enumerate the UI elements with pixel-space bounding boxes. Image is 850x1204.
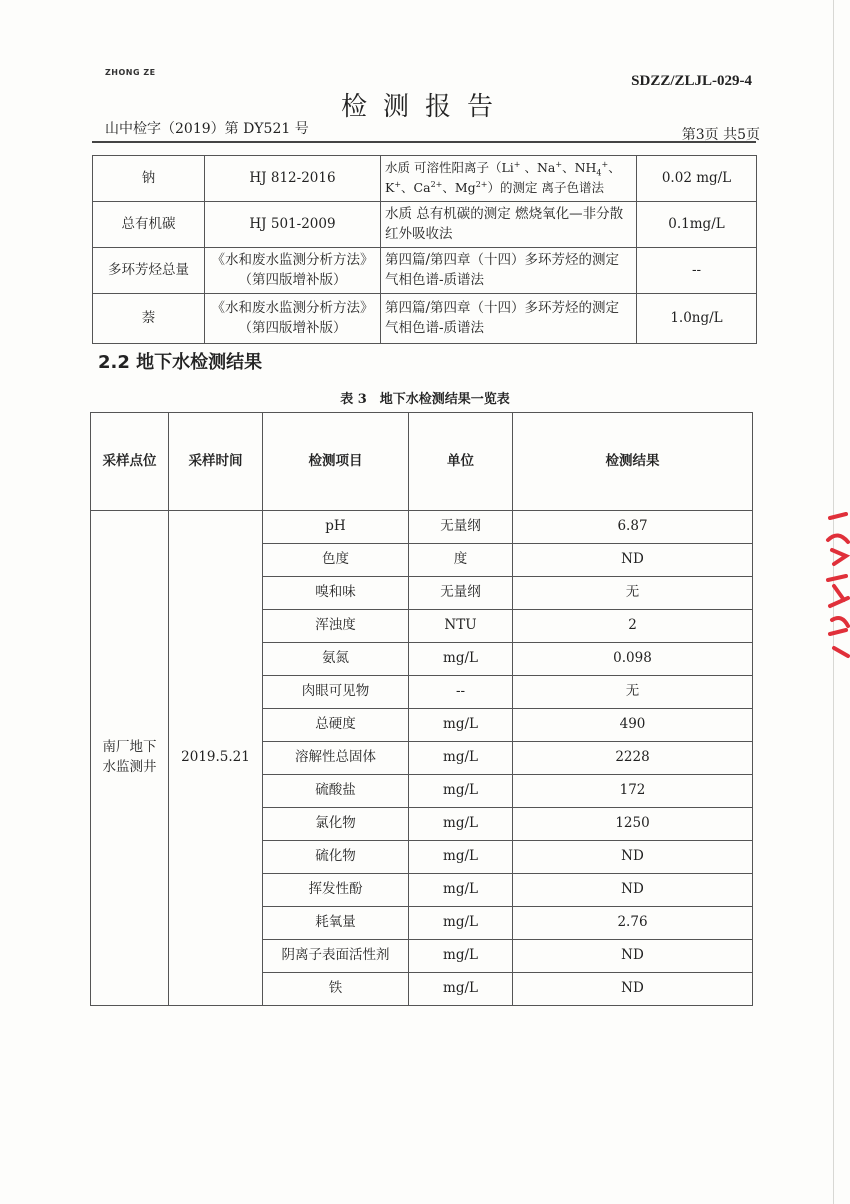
result-value: 1250 [513, 808, 753, 841]
method-item: 萘 [93, 294, 205, 344]
method-description: 水质 总有机碳的测定 燃烧氧化—非分散红外吸收法 [381, 202, 637, 248]
report-number: 山中检字（2019）第 DY521 号 [105, 121, 309, 137]
result-item: 氨氮 [263, 643, 409, 676]
result-value: 2228 [513, 742, 753, 775]
table-row [91, 511, 753, 544]
method-standard: HJ 501-2009 [205, 202, 381, 248]
table-header-row [91, 413, 753, 511]
table-row [93, 294, 757, 344]
result-value: ND [513, 874, 753, 907]
sampling-date: 2019.5.21 [169, 511, 263, 1006]
result-unit: -- [409, 676, 513, 709]
result-unit: 无量纲 [409, 577, 513, 610]
result-item: pH [263, 511, 409, 544]
result-unit: mg/L [409, 808, 513, 841]
results-table [90, 412, 753, 1006]
result-value: ND [513, 973, 753, 1006]
method-standard: HJ 812-2016 [205, 156, 381, 202]
result-value: 无 [513, 676, 753, 709]
result-item: 肉眼可见物 [263, 676, 409, 709]
result-unit: mg/L [409, 742, 513, 775]
seal-stamp [820, 510, 850, 660]
result-item: 阴离子表面活性剂 [263, 940, 409, 973]
header-item: 检测项目 [263, 413, 409, 511]
result-unit: mg/L [409, 643, 513, 676]
result-item: 挥发性酚 [263, 874, 409, 907]
seal-mark [830, 618, 848, 656]
result-value: 0.098 [513, 643, 753, 676]
result-value: 6.87 [513, 511, 753, 544]
result-item: 溶解性总固体 [263, 742, 409, 775]
result-unit: 度 [409, 544, 513, 577]
result-item: 硫酸盐 [263, 775, 409, 808]
seal-mark [828, 576, 848, 606]
result-value: 2 [513, 610, 753, 643]
result-unit: mg/L [409, 775, 513, 808]
result-item: 色度 [263, 544, 409, 577]
method-item: 钠 [93, 156, 205, 202]
result-unit: mg/L [409, 973, 513, 1006]
result-unit: mg/L [409, 709, 513, 742]
result-value: 490 [513, 709, 753, 742]
page-title: 检测报告 [340, 92, 509, 122]
result-value: 无 [513, 577, 753, 610]
method-description: 第四篇/第四章（十四）多环芳烃的测定 气相色谱-质谱法 [381, 248, 637, 294]
header-result: 检测结果 [513, 413, 753, 511]
result-unit: mg/L [409, 907, 513, 940]
result-unit: NTU [409, 610, 513, 643]
method-limit: 1.0ng/L [637, 294, 757, 344]
table-row [93, 156, 757, 202]
method-description: 水质 可溶性阳离子（Li+ 、Na+、$NH_4^+$、K+、$Ca^{2+}$、$Mg^{2+}$）的测定 离子色谱法 [381, 156, 637, 202]
header-date: 采样时间 [169, 413, 263, 511]
result-unit: mg/L [409, 841, 513, 874]
method-limit: 0.1mg/L [637, 202, 757, 248]
method-description: 第四篇/第四章（十四）多环芳烃的测定 气相色谱-质谱法 [381, 294, 637, 344]
method-item: 总有机碳 [93, 202, 205, 248]
result-value: ND [513, 841, 753, 874]
result-unit: 无量纲 [409, 511, 513, 544]
method-limit: -- [637, 248, 757, 294]
table-caption: 表 3 地下水检测结果一览表 [340, 392, 510, 407]
header-rule [92, 141, 756, 143]
table-row [93, 202, 757, 248]
result-value: ND [513, 544, 753, 577]
result-unit: mg/L [409, 940, 513, 973]
page-info: 第3页 共5页 [681, 127, 760, 143]
section-title: 2.2 地下水检测结果 [98, 352, 263, 373]
company-logo: ZHONG ZE [105, 68, 156, 77]
seal-mark [828, 514, 848, 564]
result-item: 嗅和味 [263, 577, 409, 610]
method-limit: 0.02 mg/L [637, 156, 757, 202]
sampling-site: 南厂地下水监测井 [91, 511, 169, 1006]
header-unit: 单位 [409, 413, 513, 511]
table-row [93, 248, 757, 294]
result-item: 总硬度 [263, 709, 409, 742]
document-code: SDZZ/ZLJL-029-4 [631, 73, 752, 89]
result-unit: mg/L [409, 874, 513, 907]
result-item: 铁 [263, 973, 409, 1006]
header-site: 采样点位 [91, 413, 169, 511]
method-standard: 《水和废水监测分析方法》（第四版增补版） [205, 294, 381, 344]
method-standard: 《水和废水监测分析方法》（第四版增补版） [205, 248, 381, 294]
methods-table [92, 155, 757, 344]
method-item: 多环芳烃总量 [93, 248, 205, 294]
result-item: 氯化物 [263, 808, 409, 841]
result-value: 172 [513, 775, 753, 808]
result-item: 浑浊度 [263, 610, 409, 643]
result-item: 耗氧量 [263, 907, 409, 940]
result-value: 2.76 [513, 907, 753, 940]
result-value: ND [513, 940, 753, 973]
result-item: 硫化物 [263, 841, 409, 874]
